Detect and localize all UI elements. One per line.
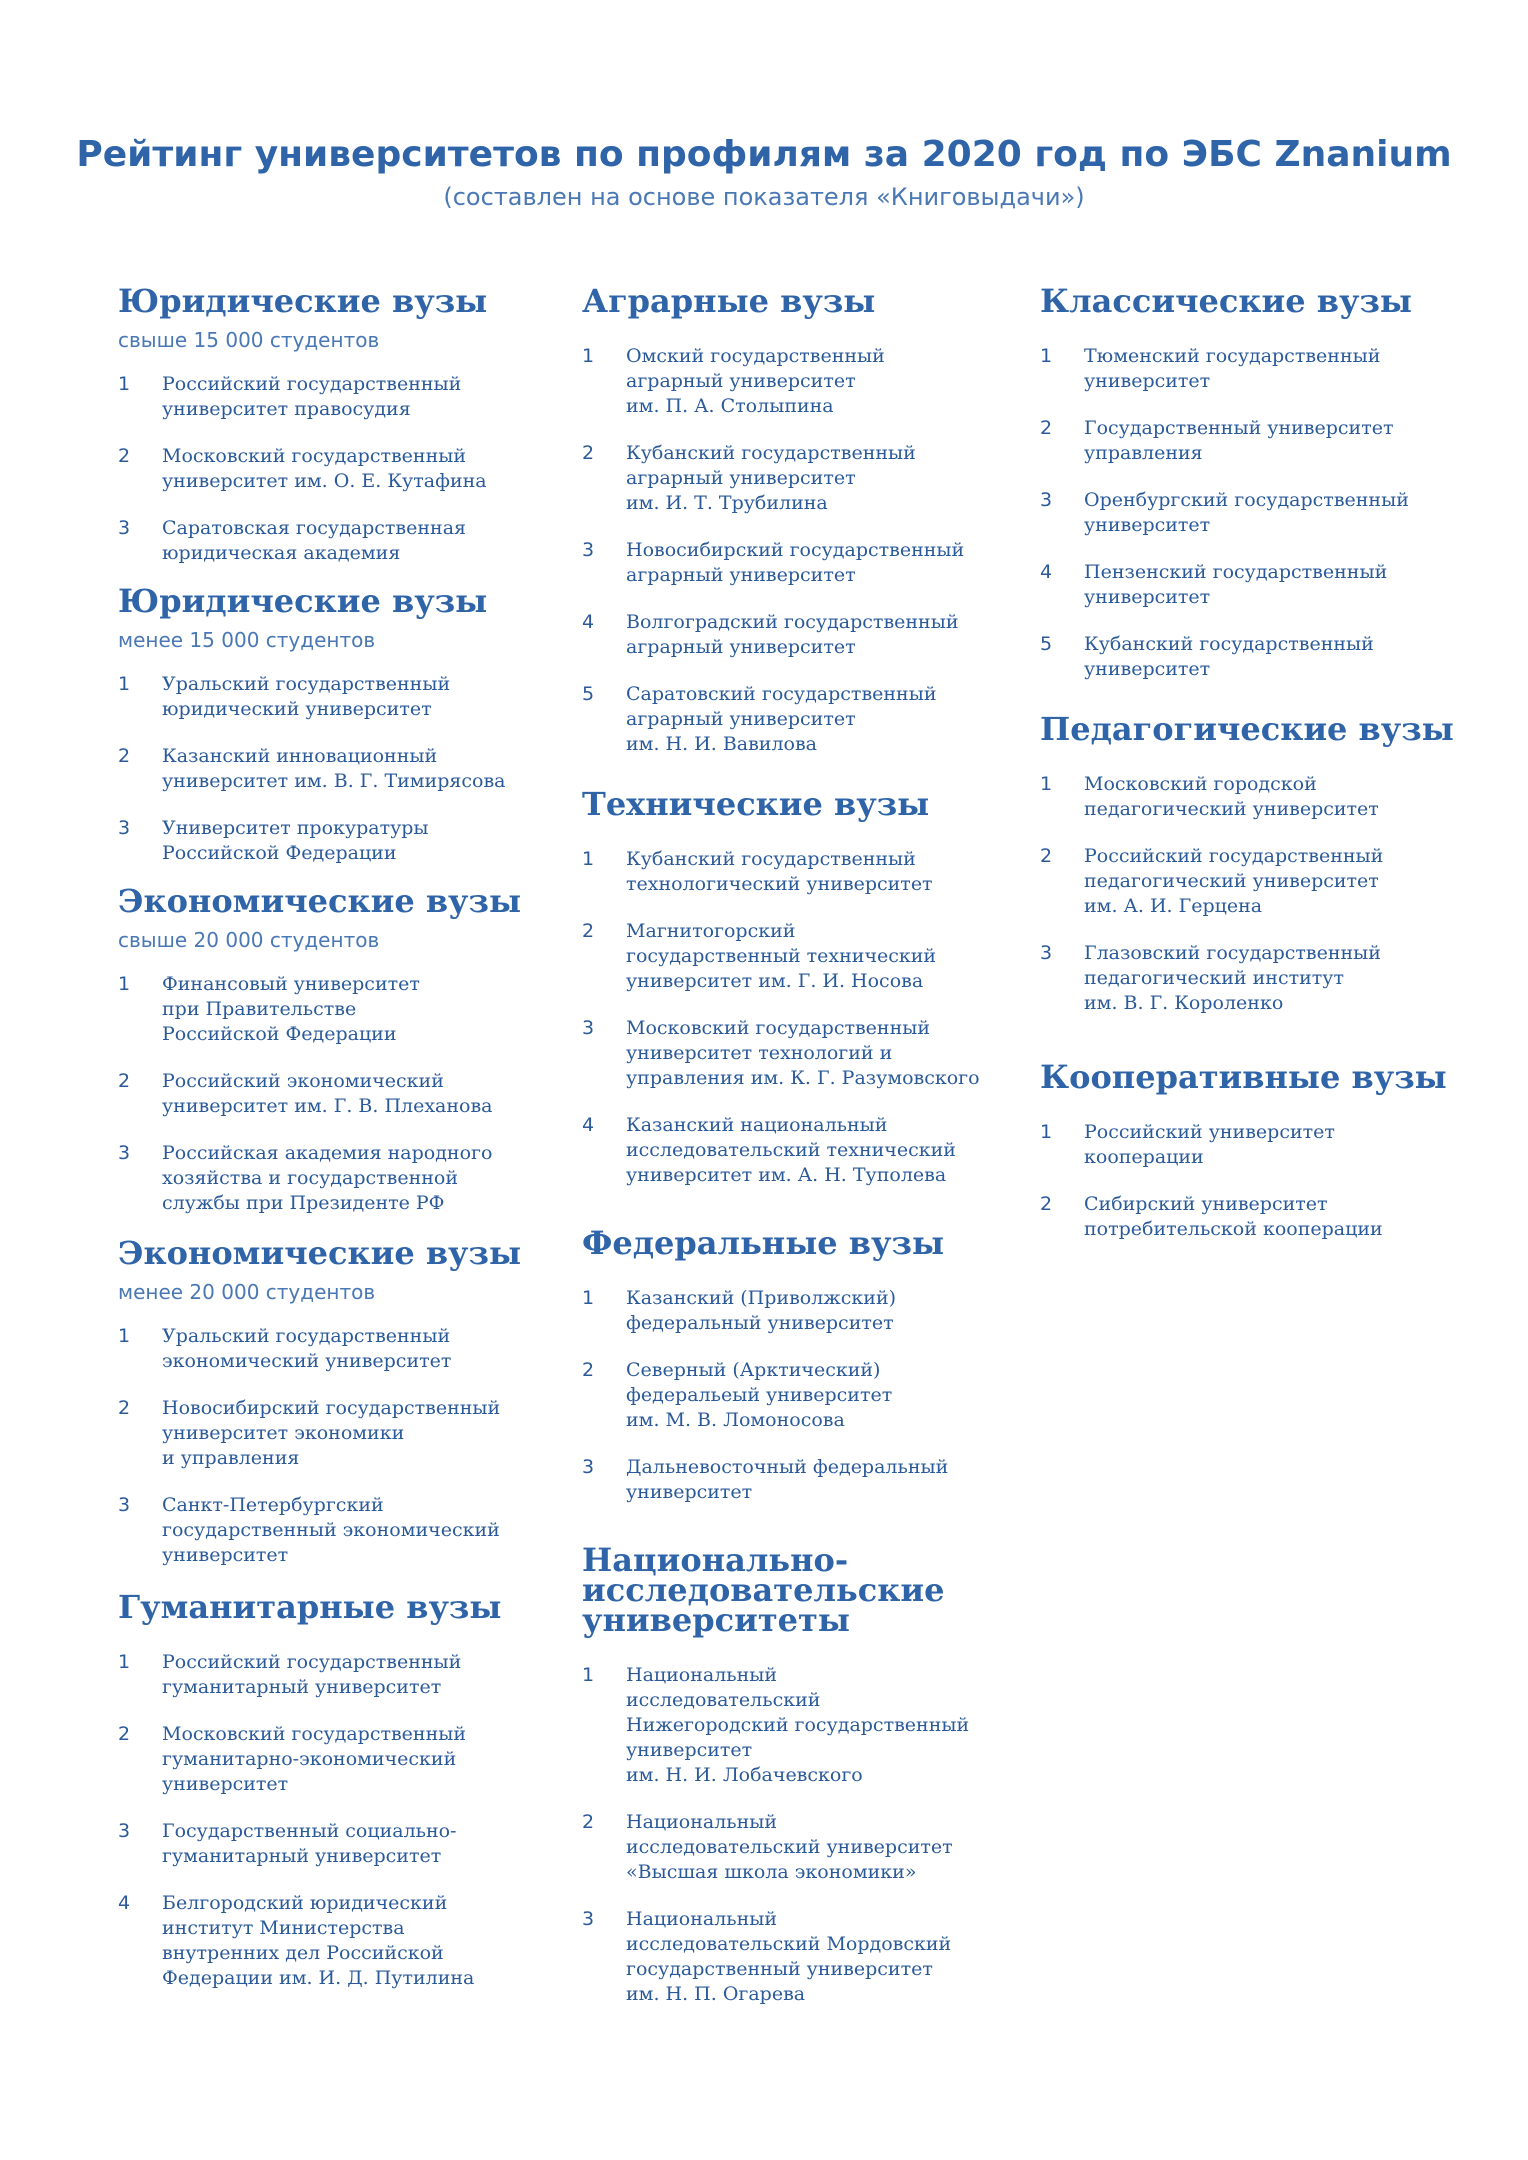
university-name: Национальный исследовательский университет «Высшая школа экономики» — [626, 1811, 953, 1883]
list-item — [1040, 844, 1480, 919]
section-title: Экономические вузы — [118, 882, 522, 920]
university-name: Российский государственный гуманитарный университет — [162, 1651, 462, 1698]
rank-number: 3 — [118, 517, 131, 539]
list-item — [582, 1286, 1012, 1336]
ranking-list — [582, 1663, 1012, 2007]
list-item — [582, 441, 1012, 516]
section-national-research — [582, 1541, 1012, 2007]
university-name: Санкт-Петербургский государственный экономический университет — [162, 1494, 500, 1566]
section-subtitle: менее 15 000 студентов — [118, 628, 376, 652]
list-item — [1040, 941, 1480, 1016]
list-item — [582, 682, 1012, 757]
section-humanities — [118, 1588, 538, 1991]
ranking-list — [1040, 1120, 1480, 1242]
university-name: Магнитогорский государственный технический университет им. Г. И. Носова — [626, 920, 937, 992]
rank-number: 2 — [118, 745, 131, 767]
section-pedagogical — [1040, 710, 1480, 1016]
list-item — [118, 1891, 538, 1991]
rank-number: 1 — [118, 373, 131, 395]
rank-number: 2 — [582, 920, 595, 942]
rank-number: 3 — [1040, 942, 1053, 964]
section-cooperative — [1040, 1058, 1480, 1242]
list-item — [118, 672, 538, 722]
list-item — [582, 1810, 1012, 1885]
rank-number: 2 — [118, 1397, 131, 1419]
list-item — [582, 1663, 1012, 1788]
rank-number: 2 — [118, 445, 131, 467]
university-name: Северный (Арктический) федеральеый университет им. М. В. Ломоносова — [626, 1359, 893, 1431]
list-item — [118, 1396, 538, 1471]
list-item — [118, 1819, 538, 1869]
list-item — [118, 444, 538, 494]
rank-number: 1 — [582, 1664, 595, 1686]
list-item — [118, 1722, 538, 1797]
list-item — [1040, 1120, 1480, 1170]
section-legal-large — [118, 282, 538, 566]
university-name: Новосибирский государственный аграрный университет — [626, 539, 965, 586]
university-name: Дальневосточный федеральный университет — [626, 1456, 949, 1503]
section-title: Технические вузы — [582, 785, 930, 823]
section-subtitle: свыше 20 000 студентов — [118, 928, 380, 952]
column-1 — [118, 282, 538, 1991]
ranking-list — [118, 1650, 538, 1991]
rank-number: 3 — [1040, 489, 1053, 511]
column-2 — [582, 282, 1012, 2007]
rank-number: 2 — [1040, 417, 1053, 439]
list-item — [582, 1358, 1012, 1433]
university-name: Московский городской педагогический университет — [1084, 773, 1379, 820]
list-item — [118, 816, 538, 866]
ranking-list — [582, 847, 1012, 1188]
rank-number: 1 — [118, 673, 131, 695]
column-3 — [1040, 282, 1480, 1242]
university-name: Московский государственный университет технологий и управления им. К. Г. Разумовского — [626, 1017, 980, 1089]
list-item — [582, 1455, 1012, 1505]
list-item — [118, 1141, 538, 1216]
rank-number: 2 — [118, 1070, 131, 1092]
ranking-list — [118, 672, 538, 866]
rank-number: 4 — [582, 1114, 595, 1136]
rank-number: 3 — [582, 1456, 595, 1478]
rank-number: 2 — [1040, 1193, 1053, 1215]
university-name: Кубанский государственный технологический университет — [626, 848, 933, 895]
rank-number: 3 — [582, 1017, 595, 1039]
list-item — [118, 744, 538, 794]
list-item — [1040, 344, 1480, 394]
ranking-list — [1040, 772, 1480, 1016]
university-name: Уральский государственный экономический университет — [162, 1325, 452, 1372]
list-item — [118, 372, 538, 422]
ranking-list — [118, 972, 538, 1216]
university-name: Белгородский юридический институт Министерства внутренних дел Российской Федерации им. И. Д. Путилина — [162, 1892, 475, 1989]
university-name: Оренбургский государственный университет — [1084, 489, 1409, 536]
university-name: Российский государственный педагогический университет им. А. И. Герцена — [1084, 845, 1384, 917]
rank-number: 2 — [582, 1811, 595, 1833]
list-item — [118, 1069, 538, 1119]
list-item — [118, 516, 538, 566]
section-legal-small — [118, 582, 538, 866]
rank-number: 3 — [118, 1494, 131, 1516]
university-name: Глазовский государственный педагогический институт им. В. Г. Короленко — [1084, 942, 1381, 1014]
rank-number: 1 — [118, 1651, 131, 1673]
list-item — [1040, 1192, 1480, 1242]
university-name: Казанский национальный исследовательский технический университет им. А. Н. Туполева — [626, 1114, 956, 1186]
rank-number: 1 — [1040, 773, 1053, 795]
university-name: Кубанский государственный аграрный университет им. И. Т. Трубилина — [626, 442, 916, 514]
list-item — [118, 1493, 538, 1568]
university-name: Российский университет кооперации — [1084, 1121, 1335, 1168]
ranking-list — [118, 372, 538, 566]
university-name: Уральский государственный юридический университет — [162, 673, 451, 720]
university-name: Национальный исследовательский Нижегородский государственный университет им. Н. И. Лобачевского — [626, 1664, 970, 1786]
ranking-list — [582, 1286, 1012, 1505]
university-name: Кубанский государственный университет — [1084, 633, 1374, 680]
list-item — [582, 1907, 1012, 2007]
ranking-list — [118, 1324, 538, 1568]
university-name: Казанский инновационный университет им. В. Г. Тимирясова — [162, 745, 506, 792]
rank-number: 3 — [118, 817, 131, 839]
list-item — [118, 972, 538, 1047]
rank-number: 4 — [118, 1892, 131, 1914]
rank-number: 1 — [118, 973, 131, 995]
university-name: Московский государственный университет им. О. Е. Кутафина — [162, 445, 487, 492]
rank-number: 1 — [582, 1287, 595, 1309]
section-title: Юридические вузы — [118, 582, 488, 620]
section-title: Национально- исследовательские университеты — [582, 1541, 945, 1639]
university-name: Саратовская государственная юридическая академия — [162, 517, 467, 564]
section-title: Экономические вузы — [118, 1234, 522, 1272]
rank-number: 2 — [582, 1359, 595, 1381]
university-name: Государственный социально- гуманитарный университет — [162, 1820, 457, 1867]
page-title: Рейтинг университетов по профилям за 2020 год по ЭБС Znanium — [76, 134, 1452, 175]
list-item — [1040, 488, 1480, 538]
document-header — [0, 132, 1528, 214]
section-econ-small — [118, 1234, 538, 1568]
university-name: Государственный университет управления — [1084, 417, 1394, 464]
section-title: Федеральные вузы — [582, 1224, 945, 1262]
section-econ-large — [118, 882, 538, 1216]
list-item — [1040, 416, 1480, 466]
list-item — [118, 1324, 538, 1374]
section-title: Юридические вузы — [118, 282, 488, 320]
list-item — [582, 847, 1012, 897]
university-name: Волгоградский государственный аграрный университет — [626, 611, 959, 658]
list-item — [582, 538, 1012, 588]
university-name: Российский экономический университет им. Г. В. Плеханова — [162, 1070, 493, 1117]
university-name: Казанский (Приволжский) федеральный университет — [626, 1287, 897, 1334]
section-subtitle: свыше 15 000 студентов — [118, 328, 380, 352]
section-title: Кооперативные вузы — [1040, 1058, 1447, 1096]
rank-number: 4 — [1040, 561, 1053, 583]
rank-number: 5 — [582, 683, 595, 705]
list-item — [1040, 632, 1480, 682]
section-title: Классические вузы — [1040, 282, 1412, 320]
university-name: Омский государственный аграрный университет им. П. А. Столыпина — [626, 345, 885, 417]
university-name: Российский государственный университет правосудия — [162, 373, 462, 420]
list-item — [582, 344, 1012, 419]
section-title: Аграрные вузы — [582, 282, 876, 320]
university-name: Национальный исследовательский Мордовский государственный университет им. Н. П. Огарева — [626, 1908, 952, 2005]
list-item — [582, 1113, 1012, 1188]
rank-number: 4 — [582, 611, 595, 633]
rank-number: 1 — [582, 345, 595, 367]
university-name: Университет прокуратуры Российской Федерации — [162, 817, 429, 864]
university-name: Российская академия народного хозяйства и государственной службы при Президенте РФ — [162, 1142, 493, 1214]
university-name: Саратовский государственный аграрный университет им. Н. И. Вавилова — [626, 683, 937, 755]
rank-number: 3 — [118, 1142, 131, 1164]
rank-number: 1 — [1040, 345, 1053, 367]
rank-number: 3 — [582, 539, 595, 561]
page-subtitle: (составлен на основе показателя «Книговыдачи») — [443, 183, 1085, 211]
section-federal — [582, 1224, 1012, 1505]
ranking-list — [582, 344, 1012, 757]
section-title: Гуманитарные вузы — [118, 1588, 502, 1626]
ranking-list — [1040, 344, 1480, 682]
rank-number: 5 — [1040, 633, 1053, 655]
list-item — [582, 919, 1012, 994]
section-subtitle: менее 20 000 студентов — [118, 1280, 376, 1304]
section-technical — [582, 785, 1012, 1188]
rank-number: 2 — [1040, 845, 1053, 867]
rank-number: 2 — [582, 442, 595, 464]
section-classical — [1040, 282, 1480, 682]
rank-number: 1 — [1040, 1121, 1053, 1143]
university-name: Сибирский университет потребительской кооперации — [1084, 1193, 1383, 1240]
section-agrarian — [582, 282, 1012, 757]
rank-number: 1 — [118, 1325, 131, 1347]
university-name: Финансовый университет при Правительстве Российской Федерации — [162, 973, 420, 1045]
university-name: Новосибирский государственный университет экономики и управления — [162, 1397, 501, 1469]
list-item — [1040, 560, 1480, 610]
university-name: Пензенский государственный университет — [1084, 561, 1388, 608]
list-item — [118, 1650, 538, 1700]
list-item — [582, 1016, 1012, 1091]
list-item — [582, 610, 1012, 660]
rank-number: 3 — [582, 1908, 595, 1930]
section-title: Педагогические вузы — [1040, 710, 1454, 748]
university-name: Тюменский государственный университет — [1084, 345, 1381, 392]
rank-number: 3 — [118, 1820, 131, 1842]
rank-number: 2 — [118, 1723, 131, 1745]
list-item — [1040, 772, 1480, 822]
university-name: Московский государственный гуманитарно-экономический университет — [162, 1723, 467, 1795]
rank-number: 1 — [582, 848, 595, 870]
